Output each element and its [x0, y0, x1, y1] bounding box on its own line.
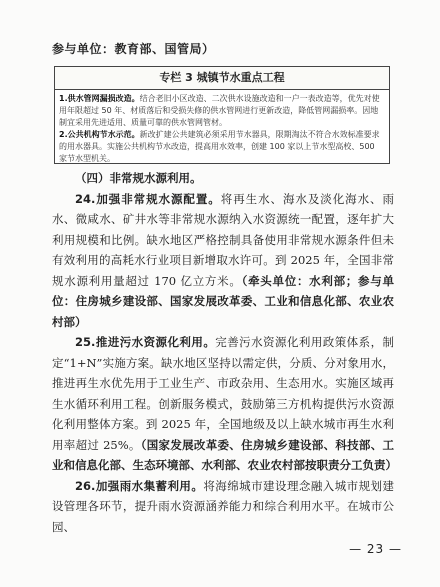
paragraph-25-lead: 25.推进污水资源化利用。: [75, 335, 216, 349]
feature-box-item-2-head: 2.公共机构节水示范。: [59, 130, 140, 139]
feature-box-item-1-text: 结合老旧小区改造、二次供水设施改造和一户一表改造等，优先对使用年限超过 50 年、材质落后和受损失修的供水管网进行更新改造，降低管网漏损率。因地制宜采用先进适用、质量可靠的供水管网管材。: [59, 94, 380, 127]
lead-line: 参与单位：教育部、国管局）: [52, 42, 215, 56]
section-heading: （四）非常规水源利用。: [75, 171, 202, 185]
page-number: — 23 —: [349, 542, 402, 556]
paragraph-25: [52, 332, 397, 476]
feature-box-item-2-text: 新改扩建公共建筑必须采用节水器具，限期淘汰不符合水效标准要求的用水器具。实施公共机构节水改造，提高用水效率，创建 100 家以上节水型高校、500 家节水型机关。: [59, 130, 380, 163]
paragraph-24: [52, 189, 394, 333]
feature-box-title: 专栏 3 城镇节水重点工程: [55, 67, 389, 90]
paragraph-26-lead: 26.加强雨水集蓄利用。: [75, 478, 204, 493]
paragraph-24-text: 将再生水、海水及淡化海水、雨水、微咸水、矿井水等非常规水源纳入水资源统一配置，逐年扩大利用规模和比例。缺水地区严格控制具备使用非常规水源条件但未有效利用的高耗水行业项目新增取水许可。到 2025 年，全国非常规水源利用量超过 170 亿立方米。: [52, 191, 395, 288]
paragraph-26: [52, 476, 394, 538]
body-text: [52, 168, 397, 537]
feature-box-item-1-head: 1.供水管网漏损改造。: [59, 94, 140, 103]
feature-box: [54, 66, 390, 164]
paragraph-24-tail: （牵头单位：水利部；参与单位：住房城乡建设部、国家发展改革委、工业和信息化部、农业农村部）: [52, 273, 395, 329]
paragraph-26-text: 将海绵城市建设理念融入城市规划建设管理各环节，提升雨水资源涵养能力和综合利用水平。在城市公园、: [52, 478, 395, 534]
paragraph-25-text: 完善污水资源化利用政策体系，制定“1+N”实施方案。缺水地区坚持以需定供，分质、分对象用水，推进再生水优先用于工业生产、市政杂用、生态用水。实施区域再生水循环利用工程。创新服务模式，鼓励第三方机构提供污水资源化利用整体方案。到 2025 年，全国地级及以上缺水城市再生水利用率超过 25%。: [52, 335, 395, 452]
feature-box-item-2: [55, 129, 389, 165]
feature-box-item-1: [55, 93, 389, 129]
paragraph-25-tail: （国家发展改革委、住房城乡建设部、科技部、工业和信息化部、生态环境部、水利部、农业农村部按职责分工负责）: [52, 437, 397, 472]
paragraph-24-lead: 24.加强非常规水源配置。: [75, 191, 221, 206]
